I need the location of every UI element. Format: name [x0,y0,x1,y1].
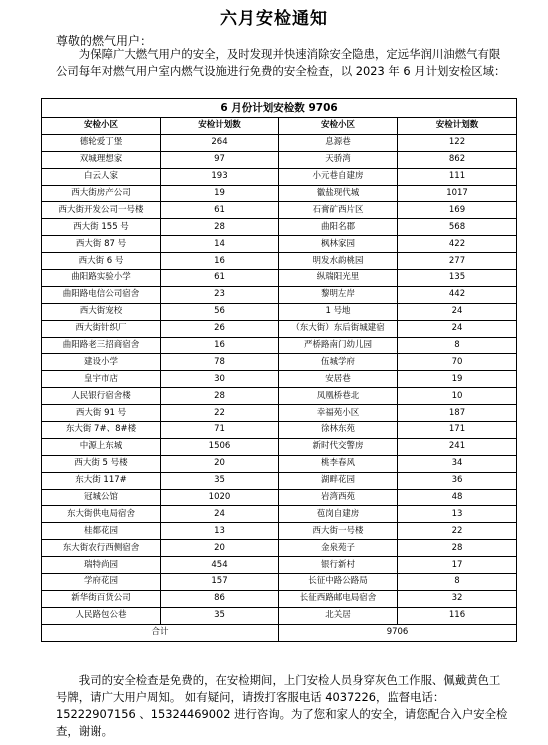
table-caption: 6 月份计划安检数 9706 [42,99,517,118]
planned-count-cell: 23 [161,286,279,303]
table-header-row [42,118,517,135]
community-cell: 严桥路南门幼儿园 [279,337,398,354]
planned-count-cell: 568 [398,219,517,236]
planned-count-cell: 862 [398,151,517,168]
community-cell: 石膏矿西片区 [279,202,398,219]
planned-count-cell: 28 [161,219,279,236]
community-cell: 金泉苑子 [279,540,398,557]
planned-count-cell: 1017 [398,185,517,202]
community-cell: 曲阳路实验小学 [42,270,161,287]
planned-count-cell: 22 [398,523,517,540]
planned-count-cell: 17 [398,557,517,574]
intro-paragraph: 为保障广大燃气用户的安全，及时发现并快速消除安全隐患，定远华润川油燃气有限公司每年对燃气用户室内燃气设施进行免费的安全检查，以 2023 年 6 月计划安检区域： [56,47,506,78]
table-row [42,438,517,455]
planned-count-cell: 277 [398,253,517,270]
planned-count-cell: 61 [161,270,279,287]
table-row [42,523,517,540]
community-cell: 学府花园 [42,574,161,591]
community-cell: 1 号地 [279,303,398,320]
planned-count-cell: 20 [161,540,279,557]
community-cell: 冠城公馆 [42,489,161,506]
table-row [42,185,517,202]
planned-count-cell: 187 [398,405,517,422]
community-cell: 长征西路邮电局宿舍 [279,590,398,607]
table-row [42,388,517,405]
community-cell: 新时代交警房 [279,438,398,455]
community-cell: 桂都花园 [42,523,161,540]
planned-count-cell: 22 [161,405,279,422]
community-cell: 曲阳名郡 [279,219,398,236]
planned-count-cell: 19 [161,185,279,202]
community-cell: 岩湾西苑 [279,489,398,506]
planned-count-cell: 169 [398,202,517,219]
community-cell: 北关居 [279,607,398,624]
planned-count-cell: 1020 [161,489,279,506]
community-cell: 伍城学府 [279,354,398,371]
table-caption-row [42,99,517,118]
planned-count-cell: 30 [161,371,279,388]
planned-count-cell: 157 [161,574,279,591]
planned-count-cell: 24 [161,506,279,523]
table-row [42,168,517,185]
planned-count-cell: 48 [398,489,517,506]
community-cell: 西大街一号楼 [279,523,398,540]
table-row [42,337,517,354]
table-row [42,574,517,591]
table-row [42,219,517,236]
planned-count-cell: 171 [398,422,517,439]
column-header: 安检计划数 [398,118,517,135]
greeting: 尊敬的燃气用户： [56,34,153,48]
planned-count-cell: 135 [398,270,517,287]
table-row [42,253,517,270]
community-cell: 白云人家 [42,168,161,185]
page-title: 六月安检通知 [220,9,328,29]
column-header: 安检小区 [42,118,161,135]
table-row [42,151,517,168]
total-value: 9706 [279,624,517,641]
table-row [42,472,517,489]
community-cell: 新华街百货公司 [42,590,161,607]
community-cell: 徐林东苑 [279,422,398,439]
table-row [42,590,517,607]
community-cell: 人民路包公巷 [42,607,161,624]
community-cell: 明发水韵桃园 [279,253,398,270]
planned-count-cell: 16 [161,337,279,354]
table-row [42,320,517,337]
planned-count-cell: 35 [161,472,279,489]
table-row [42,455,517,472]
closing-paragraph: 我司的安全检查是免费的，在安检期间，上门安检人员身穿灰色工作服、佩戴黄色工号牌，请广大用户周知。 如有疑问，请拨打客服电话 4037226，监督电话：15222907156 、15324469002 进行咨询。为了您和家人的安全，请您配合入户安全检查，谢谢。 [56,673,508,738]
community-cell: 东大街供电局宿舍 [42,506,161,523]
column-header: 安检计划数 [161,118,279,135]
planned-count-cell: 28 [161,388,279,405]
table-row [42,134,517,151]
community-cell: 西大街 91 号 [42,405,161,422]
community-cell: 苞岗自建房 [279,506,398,523]
table-row [42,270,517,287]
community-cell: 东大街 117# [42,472,161,489]
planned-count-cell: 34 [398,455,517,472]
planned-count-cell: 35 [161,607,279,624]
community-cell: 西大街针织厂 [42,320,161,337]
planned-count-cell: 264 [161,134,279,151]
community-cell: 西大街房产公司 [42,185,161,202]
planned-count-cell: 36 [398,472,517,489]
community-cell: 湖畔花园 [279,472,398,489]
planned-count-cell: 442 [398,286,517,303]
community-cell: 瑞特尚园 [42,557,161,574]
planned-count-cell: 24 [398,320,517,337]
community-cell: 西大街 5 号楼 [42,455,161,472]
community-cell: 枫林家园 [279,236,398,253]
planned-count-cell: 422 [398,236,517,253]
planned-count-cell: 20 [161,455,279,472]
community-cell: 西大街开发公司一号楼 [42,202,161,219]
table-row [42,202,517,219]
community-cell: 银行新村 [279,557,398,574]
planned-count-cell: 111 [398,168,517,185]
community-cell: 凤凰桥巷北 [279,388,398,405]
community-cell: 人民银行宿舍楼 [42,388,161,405]
planned-count-cell: 454 [161,557,279,574]
planned-count-cell: 16 [161,253,279,270]
community-cell: 纵瑞阳光里 [279,270,398,287]
total-row [42,624,517,641]
planned-count-cell: 71 [161,422,279,439]
planned-count-cell: 13 [398,506,517,523]
community-cell: 幸福苑小区 [279,405,398,422]
table-row [42,236,517,253]
community-cell: 西大街 87 号 [42,236,161,253]
planned-count-cell: 8 [398,337,517,354]
planned-count-cell: 26 [161,320,279,337]
community-cell: 东大街农行西侧宿舍 [42,540,161,557]
table-row [42,557,517,574]
planned-count-cell: 13 [161,523,279,540]
planned-count-cell: 10 [398,388,517,405]
community-cell: 黎明左岸 [279,286,398,303]
table-row [42,286,517,303]
total-label: 合计 [42,624,279,641]
community-cell: 双城理想家 [42,151,161,168]
community-cell: 天骄湾 [279,151,398,168]
planned-count-cell: 193 [161,168,279,185]
community-cell: 曲阳路电信公司宿舍 [42,286,161,303]
planned-count-cell: 70 [398,354,517,371]
planned-count-cell: 61 [161,202,279,219]
planned-count-cell: 19 [398,371,517,388]
table-row [42,422,517,439]
column-header: 安检小区 [279,118,398,135]
planned-count-cell: 32 [398,590,517,607]
planned-count-cell: 28 [398,540,517,557]
community-cell: 东大街 7#、8#楼 [42,422,161,439]
planned-count-cell: 241 [398,438,517,455]
community-cell: 安居巷 [279,371,398,388]
planned-count-cell: 78 [161,354,279,371]
community-cell: 德轮爱丁堡 [42,134,161,151]
community-cell: 桃李春风 [279,455,398,472]
community-cell: 西大街 6 号 [42,253,161,270]
table-row [42,607,517,624]
table-row [42,303,517,320]
planned-count-cell: 116 [398,607,517,624]
table-row [42,371,517,388]
table-row [42,489,517,506]
community-cell: 小元巷自建房 [279,168,398,185]
planned-count-cell: 56 [161,303,279,320]
community-cell: 西大街宠校 [42,303,161,320]
community-cell: 皇宇市店 [42,371,161,388]
table-row [42,354,517,371]
planned-count-cell: 24 [398,303,517,320]
community-cell: 西大街 155 号 [42,219,161,236]
inspection-table [41,98,517,642]
table-row [42,540,517,557]
planned-count-cell: 8 [398,574,517,591]
community-cell: 息源巷 [279,134,398,151]
planned-count-cell: 97 [161,151,279,168]
community-cell: 建设小学 [42,354,161,371]
community-cell: 长征中路公路局 [279,574,398,591]
table-row [42,405,517,422]
planned-count-cell: 1506 [161,438,279,455]
planned-count-cell: 86 [161,590,279,607]
community-cell: 中源上东城 [42,438,161,455]
community-cell: 曲阳路老三招商宿舍 [42,337,161,354]
table-row [42,506,517,523]
community-cell: （东大街）东后街城建宿 [279,320,398,337]
planned-count-cell: 14 [161,236,279,253]
planned-count-cell: 122 [398,134,517,151]
community-cell: 徽盐现代城 [279,185,398,202]
